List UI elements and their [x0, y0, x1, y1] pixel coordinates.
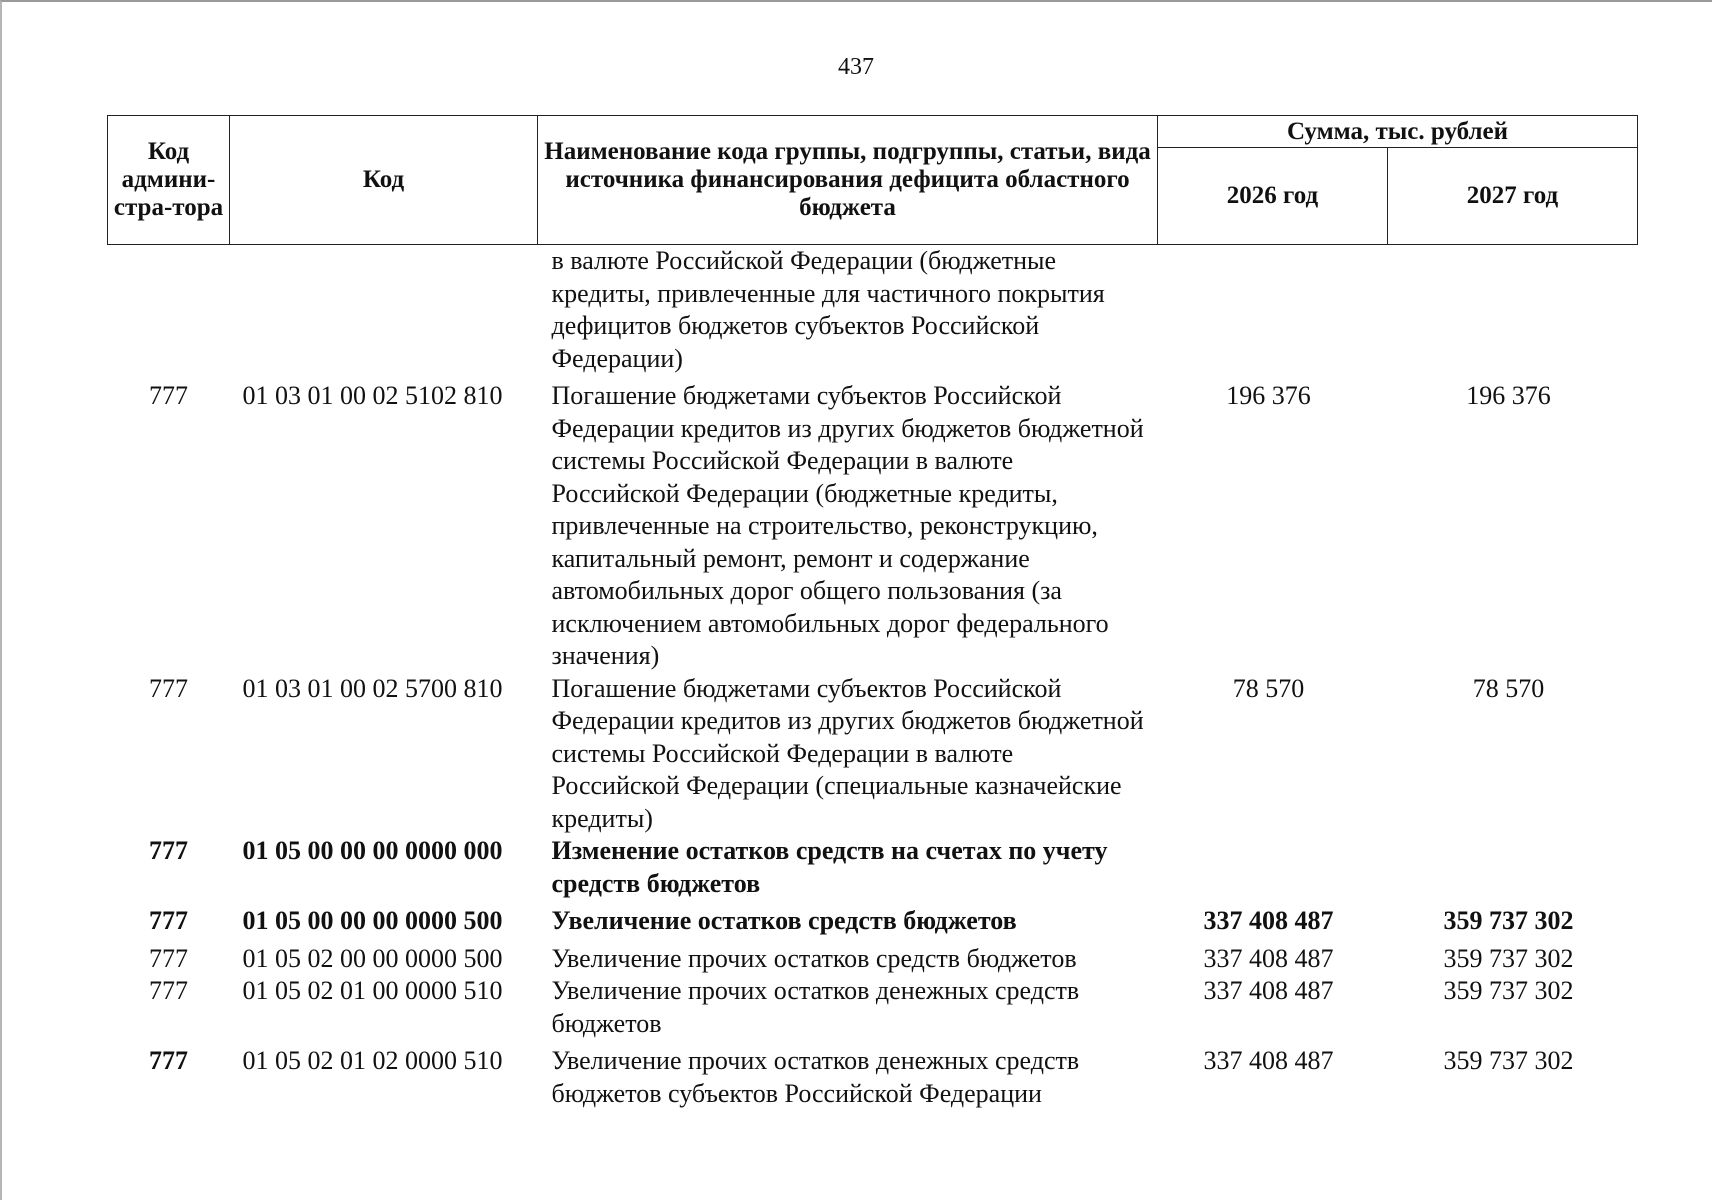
- header-admin-code: Код админи-стра-тора: [108, 116, 230, 245]
- cell-code: 01 03 01 00 02 5700 810: [242, 673, 503, 703]
- cell-admin: 777: [149, 673, 188, 703]
- cell-code: 01 05 02 00 00 0000 500: [242, 943, 503, 973]
- cell-name: Увеличение прочих остатков денежных средств бюджетов субъектов Российской Федерации: [551, 1046, 1080, 1108]
- cell-2026: 78 570: [1232, 673, 1305, 703]
- page-number: 437: [838, 54, 874, 80]
- cell-name: Увеличение остатков средств бюджетов: [551, 906, 1017, 935]
- table-row: [108, 835, 1638, 900]
- header-year-2027: 2027 год: [1388, 148, 1638, 245]
- budget-sources-table: [107, 115, 1638, 1110]
- cell-name: Изменение остатков средств на счетах по учету средств бюджетов: [551, 836, 1108, 898]
- cell-code: 01 05 02 01 00 0000 510: [242, 976, 503, 1005]
- cell-admin: 777: [149, 943, 188, 973]
- cell-2026: 196 376: [1226, 381, 1311, 410]
- cell-2027: 78 570: [1472, 673, 1545, 703]
- table-header: [108, 116, 1638, 245]
- cell-code: 01 03 01 00 02 5102 810: [242, 381, 503, 410]
- cell-2027: 359 737 302: [1443, 906, 1574, 935]
- cell-admin: 777: [149, 1046, 188, 1075]
- header-name: Наименование кода группы, подгруппы, статьи, вида источника финансирования дефицита областного бюджета: [538, 116, 1158, 245]
- cell-admin: 777: [149, 906, 188, 935]
- cell-code: [230, 245, 538, 376]
- cell-2026: 337 408 487: [1203, 976, 1334, 1005]
- header-sum: Сумма, тыс. рублей: [1158, 116, 1638, 148]
- cell-name: Увеличение прочих остатков средств бюджетов: [551, 943, 1077, 973]
- cell-2027: [1388, 835, 1638, 900]
- cell-2027: 359 737 302: [1443, 976, 1574, 1005]
- cell-2027: 359 737 302: [1443, 1046, 1574, 1075]
- cell-admin: 777: [149, 836, 188, 865]
- table-row: [108, 375, 1638, 673]
- cell-2026: [1158, 245, 1388, 376]
- cell-2027: 359 737 302: [1443, 943, 1574, 973]
- table-row: [108, 975, 1638, 1040]
- cell-name: Погашение бюджетами субъектов Российской Федерации кредитов из других бюджетов бюджетной системы Российской Федерации в валюте Российской Федерации (бюджетные кредиты, привлеченные на строительство, реконструкцию, капитальный ремонт, ремонт и содержание автомобильных дорог общего пользования (за исключением автомобильных дорог федерального значения): [551, 381, 1144, 670]
- cell-admin: [108, 245, 230, 376]
- cell-2026: 337 408 487: [1203, 943, 1334, 973]
- table-body: [108, 245, 1638, 1111]
- cell-code: 01 05 00 00 00 0000 500: [242, 906, 503, 935]
- cell-name: Погашение бюджетами субъектов Российской Федерации кредитов из других бюджетов бюджетной системы Российской Федерации в валюте Российской Федерации (специальные казначейские кредиты): [551, 673, 1144, 833]
- cell-name: в валюте Российской Федерации (бюджетные кредиты, привлеченные для частичного покрытия дефицитов бюджетов субъектов Российской Федерации): [551, 246, 1105, 373]
- table-row: [108, 900, 1638, 938]
- cell-2026: 337 408 487: [1203, 1046, 1334, 1075]
- table-row: [108, 938, 1638, 976]
- header-code: Код: [230, 116, 538, 245]
- cell-name: Увеличение прочих остатков денежных средств бюджетов: [551, 976, 1080, 1038]
- table-row: [108, 673, 1638, 836]
- cell-2027: [1388, 245, 1638, 376]
- header-year-2026: 2026 год: [1158, 148, 1388, 245]
- cell-admin: 777: [149, 976, 188, 1005]
- table-row: [108, 1040, 1638, 1110]
- cell-code: 01 05 02 01 02 0000 510: [242, 1046, 503, 1075]
- table-row: [108, 245, 1638, 376]
- cell-code: 01 05 00 00 00 0000 000: [242, 836, 503, 865]
- cell-2027: 196 376: [1466, 381, 1551, 410]
- cell-2026: [1158, 835, 1388, 900]
- cell-admin: 777: [149, 381, 188, 410]
- cell-2026: 337 408 487: [1203, 906, 1334, 935]
